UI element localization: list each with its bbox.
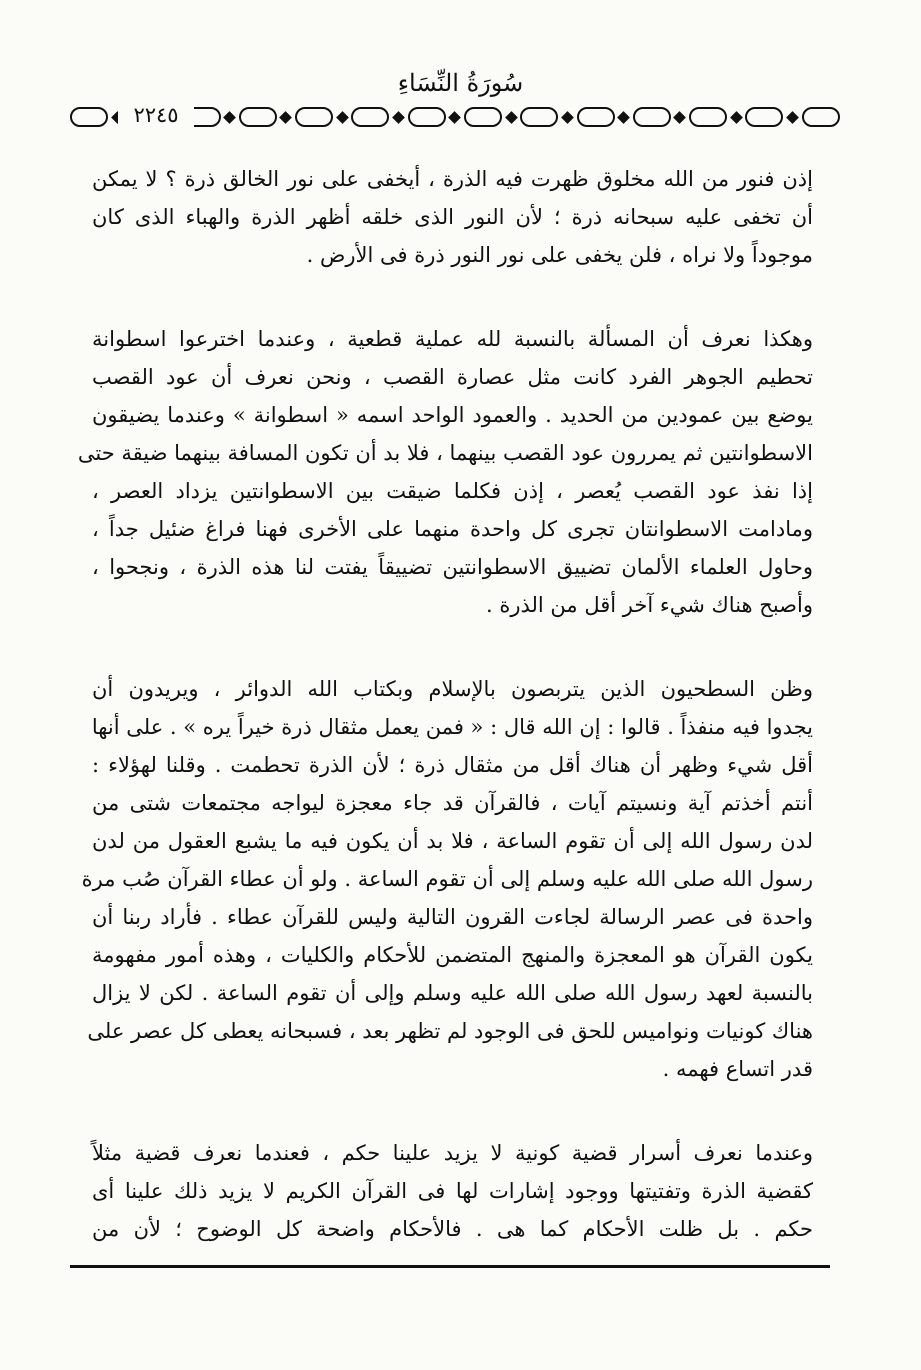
text-line: واحدة فى عصر الرسالة لجاءت القرون التالية وليس للقرآن عطاء . فأراد ربنا أن — [92, 905, 813, 929]
text-line: وظن السطحيون الذين يتربصون بالإسلام وبكتاب الله الدوائر ، ويريدون أن — [92, 677, 813, 701]
ornament-diamond — [448, 111, 461, 124]
ornament-diamond — [336, 111, 349, 124]
text-line: موجوداً ولا نراه ، فلن يخفى على نور النور ذرة فى الأرض . — [306, 243, 813, 267]
ornament-diamond — [561, 111, 574, 124]
ornament-diamond — [392, 111, 405, 124]
ornament-oval — [351, 107, 389, 127]
footer-divider — [70, 1265, 830, 1268]
text-line: وحاول العلماء الألمان تضييق الاسطوانتين تضييقاً يفتت لنا هذه الذرة ، ونجحوا ، — [92, 555, 813, 579]
ornament-diamond — [505, 111, 518, 124]
paragraph-4 — [92, 1134, 813, 1248]
ornament-oval — [408, 107, 446, 127]
ornament-oval — [802, 107, 840, 127]
ornament-diamond — [786, 111, 799, 124]
surah-title: سُورَةُ النِّسَاءِ — [397, 69, 524, 97]
body-text — [77, 160, 813, 1248]
text-line: إذا نفذ عود القصب يُعصر ، إذن فكلما ضيقت بين الاسطوانتين يزداد العصر ، — [92, 479, 813, 503]
ornament-oval — [295, 107, 333, 127]
paragraph-3 — [81, 670, 813, 1088]
ornament-oval — [70, 107, 108, 127]
paragraph-2 — [77, 320, 813, 624]
ornament-oval — [520, 107, 558, 127]
ornament-oval — [239, 107, 277, 127]
text-line: أن تخفى عليه سبحانه ذرة ؛ لأن النور الذى خلقه أظهر الذرة والهباء الذى كان — [92, 205, 813, 229]
text-line: إذن فنور من الله مخلوق ظهرت فيه الذرة ، أيخفى على نور الخالق ذرة ؟ لا يمكن — [92, 167, 813, 191]
ornament-diamond — [280, 111, 293, 124]
text-line: الاسطوانتين ثم يمررون عود القصب بينهما ، فلا بد أن تكون المسافة بينهما ضيقة حتى — [77, 441, 813, 465]
text-line: يوضع بين عمودين من الحديد . والعمود الواحد اسمه « اسطوانة » وعندما يضيقون — [92, 403, 813, 427]
ornament-oval — [577, 107, 615, 127]
ornament-diamond — [223, 111, 236, 124]
text-line: هناك كونيات ونواميس للحق فى الوجود لم تظهر بعد ، فسبحانه يعطى كل عصر على — [87, 1019, 813, 1043]
text-line: لدن رسول الله إلى أن تقوم الساعة ، فلا بد أن يكون فيه ما يشبع العقول من لدن — [92, 829, 813, 853]
text-line: ومادامت الاسطوانتان تجرى كل واحدة منهما على الأخرى فهنا فراغ ضئيل جداً ، — [92, 517, 813, 541]
text-line: حكم . بل ظلت الأحكام كما هى . فالأحكام واضحة كل الوضوح ؛ لأن من — [92, 1217, 813, 1241]
text-line: كقضية الذرة وتفتيتها ووجود إشارات لها فى القرآن الكريم لا يزيد ذلك علينا أى — [92, 1179, 813, 1203]
paragraph-1 — [92, 160, 813, 274]
ornament-oval — [633, 107, 671, 127]
text-line: وعندما نعرف أسرار قضية كونية لا يزيد علينا حكم ، فعندما نعرف قضية مثلاً — [92, 1141, 813, 1165]
ornament-diamond — [617, 111, 630, 124]
ornament-oval — [464, 107, 502, 127]
text-line: تحطيم الجوهر الفرد كانت مثل عصارة القصب ، ونحن نعرف أن عود القصب — [92, 365, 813, 389]
text-line: وهكذا نعرف أن المسألة بالنسبة لله عملية قطعية ، وعندما اخترعوا اسطوانة — [92, 327, 813, 351]
ornament-oval — [745, 107, 783, 127]
page-number: ٢٢٤٥ — [118, 100, 194, 130]
text-line: وأصبح هناك شيء آخر أقل من الذرة . — [485, 593, 813, 617]
text-line: يكون القرآن هو المعجزة والمنهج المتضمن للأحكام والكليات ، وهذه أمور مفهومة — [92, 943, 813, 967]
ornament-diamond — [674, 111, 687, 124]
text-line: أقل شيء وظهر أن هناك أقل من مثقال ذرة ؛ لأن الذرة تحطمت . وقلنا لهؤلاء : — [92, 753, 813, 777]
ornament-oval — [689, 107, 727, 127]
text-line: أنتم أخذتم آية ونسيتم آيات ، فالقرآن قد جاء معجزة ليواجه مجتمعات شتى من — [92, 791, 813, 815]
ornament-diamond — [730, 111, 743, 124]
text-line: بالنسبة لعهد رسول الله صلى الله عليه وسلم وإلى أن تقوم الساعة . لكن لا يزال — [92, 981, 813, 1005]
text-line: رسول الله صلى الله عليه وسلم إلى أن تقوم الساعة . ولو أن عطاء القرآن صُب مرة — [81, 867, 813, 891]
text-line: يجدوا فيه منفذاً . قالوا : إن الله قال : « فمن يعمل مثقال ذرة خيراً يره » . على أنها — [91, 715, 813, 739]
text-line: قدر اتساع فهمه . — [662, 1057, 813, 1081]
